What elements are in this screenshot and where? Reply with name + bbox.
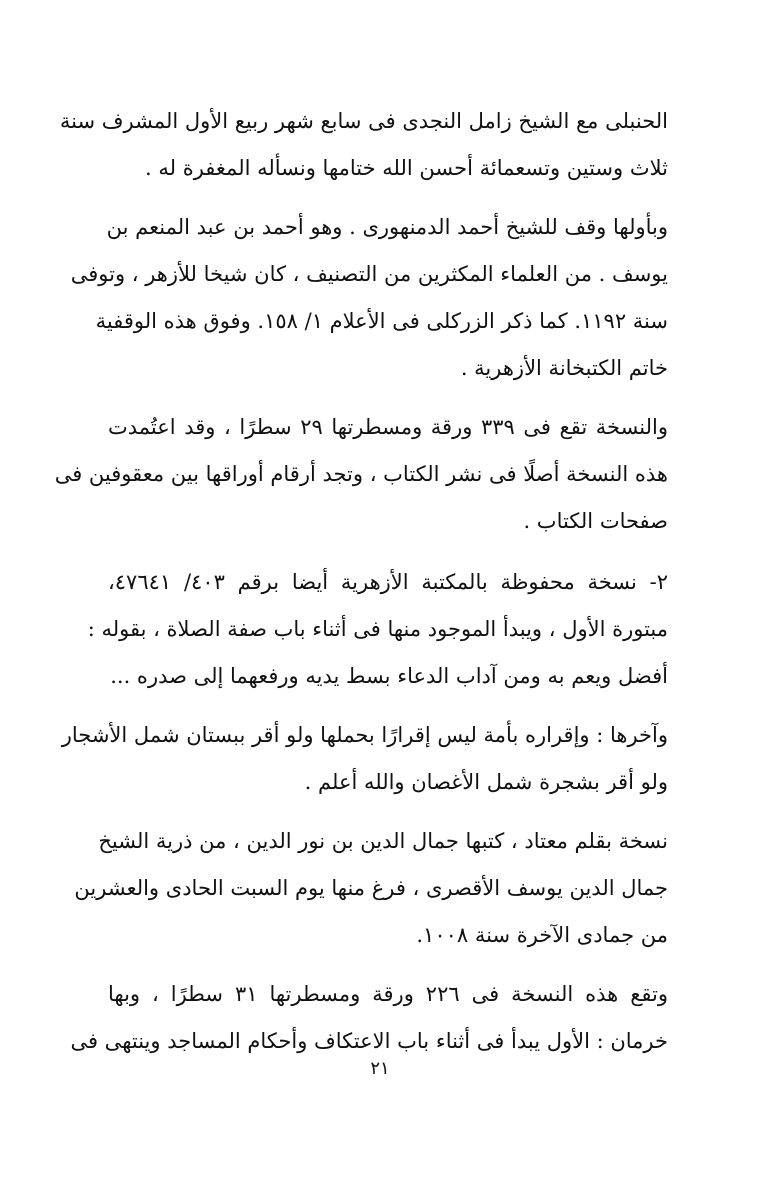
page-number: ٢١: [370, 1058, 390, 1079]
text-line: الحنبلى مع الشيخ زامل النجدى فى سابع شهر ربيع الأول المشرف سنة: [59, 109, 668, 133]
text-line: أفضل ويعم به ومن آداب الدعاء بسط يديه ورفعهما إلى صدره ...: [110, 664, 668, 688]
text-line: ٢- نسخة محفوظة بالمكتبة الأزهرية أيضا برقم ٤٠٣/ ٤٧٦٤١،: [108, 570, 668, 594]
text-line: من جمادى الآخرة سنة ١٠٠٨.: [416, 923, 668, 947]
paragraph-5: [61, 712, 668, 806]
text-line: ثلاث وستين وتسعمائة أحسن الله ختامها ونسأله المغفرة له .: [145, 156, 668, 180]
text-line: جمال الدين يوسف الأقصرى ، فرغ منها يوم السبت الحادى والعشرين: [74, 876, 668, 900]
text-line: سنة ١١٩٢. كما ذكر الزركلى فى الأعلام ١/ ١٥٨. وفوق هذه الوقفية: [95, 309, 668, 333]
text-line: وآخرها : وإقراره بأمة ليس إقرارًا بحملها ولو أقر ببستان شمل الأشجار: [61, 723, 668, 747]
paragraph-3: [54, 404, 669, 545]
text-line: خرمان : الأول يبدأ فى أثناء باب الاعتكاف وأحكام المساجد وينتهى فى: [70, 1029, 668, 1053]
text-line: مبتورة الأول ، ويبدأ الموجود منها فى أثناء باب صفة الصلاة ، بقوله :: [87, 617, 668, 641]
text-line: وبأولها وقف للشيخ أحمد الدمنهورى . وهو أحمد بن عبد المنعم بن: [106, 215, 668, 239]
text-line: والنسخة تقع فى ٣٣٩ ورقة ومسطرتها ٢٩ سطرًا ، وقد اعتُمدت: [108, 415, 669, 439]
text-line: يوسف . من العلماء المكثرين من التصنيف ، كان شيخا للأزهر ، وتوفى: [70, 262, 668, 286]
text-line: ولو أقر بشجرة شمل الأغصان والله أعلم .: [304, 770, 668, 794]
paragraph-2: [70, 204, 668, 392]
body-text: [54, 98, 669, 1065]
text-line: صفحات الكتاب .: [523, 509, 668, 533]
paragraph-4: [87, 559, 668, 700]
paragraph-6: [74, 818, 668, 959]
text-line: هذه النسخة أصلًا فى نشر الكتاب ، وتجد أرقام أوراقها بين معقوفين فى: [54, 462, 668, 486]
paragraph-1: [59, 98, 668, 192]
text-line: خاتم الكتبخانة الأزهرية .: [460, 356, 668, 380]
text-line: نسخة بقلم معتاد ، كتبها جمال الدين بن نور الدين ، من ذرية الشيخ: [98, 829, 668, 853]
text-line: وتقع هذه النسخة فى ٢٢٦ ورقة ومسطرتها ٣١ سطرًا ، وبها: [108, 982, 668, 1006]
paragraph-7: [70, 971, 668, 1065]
